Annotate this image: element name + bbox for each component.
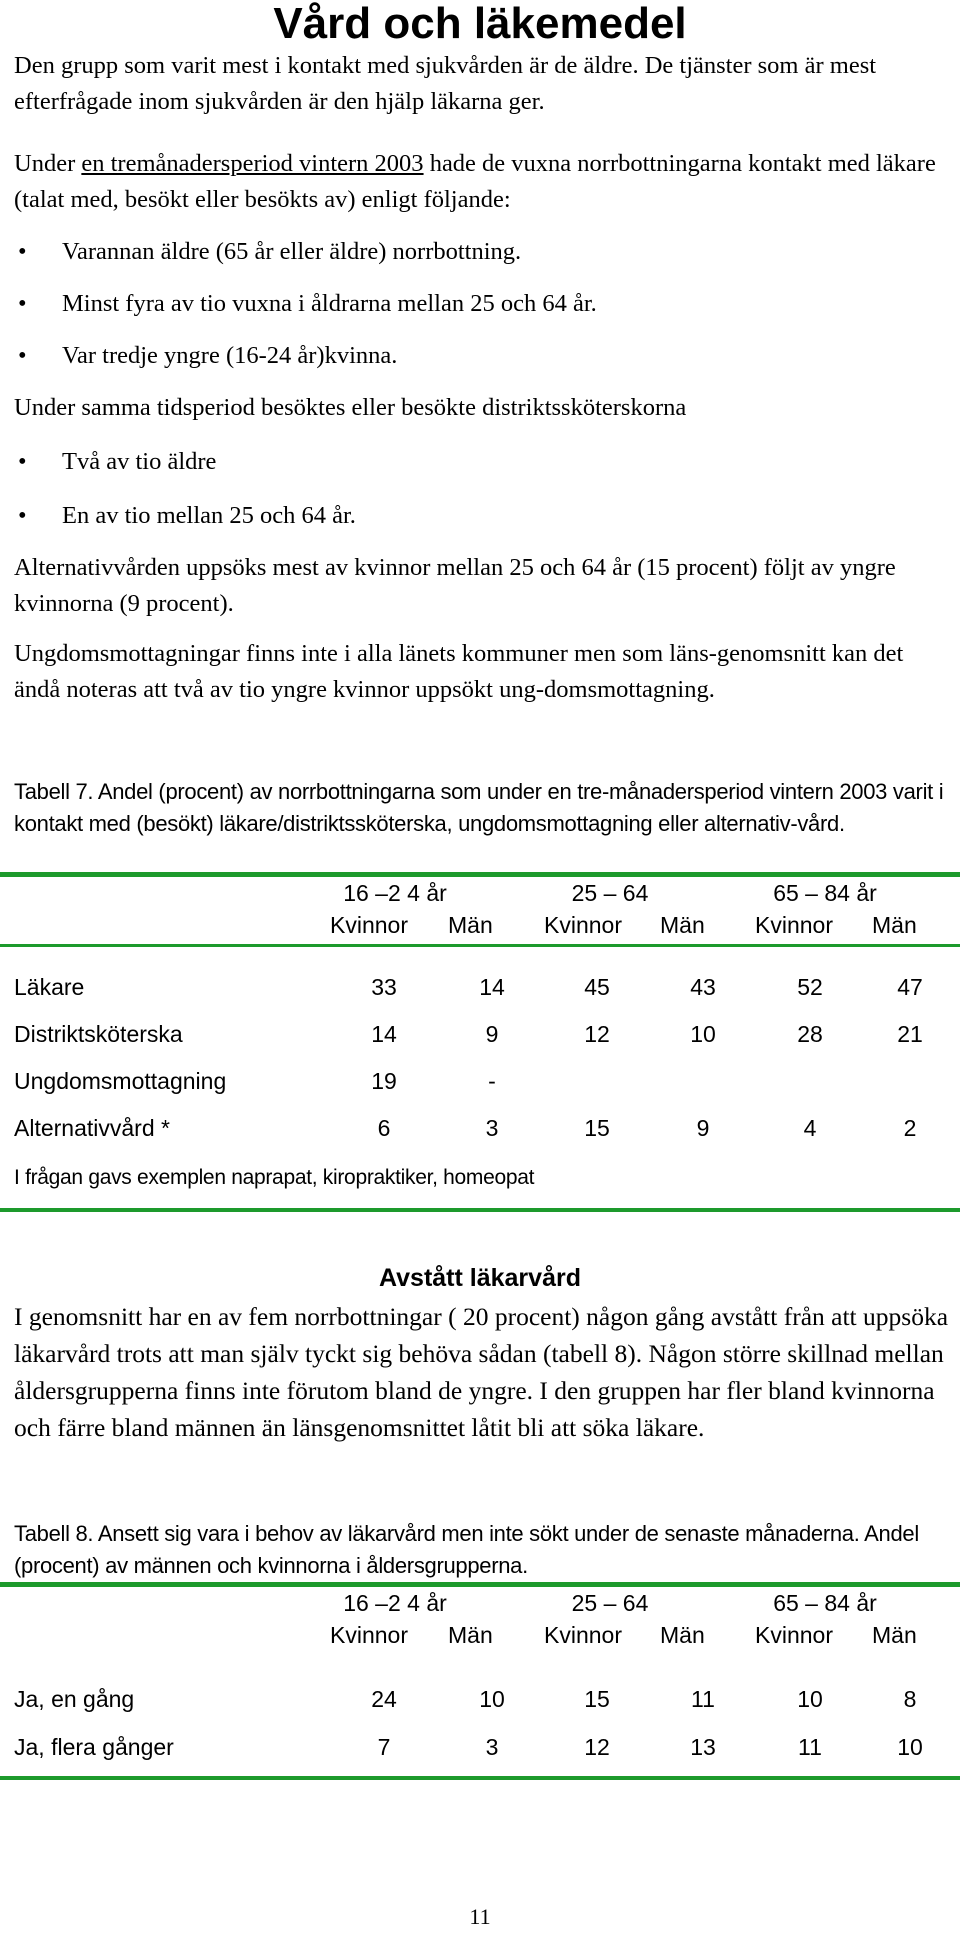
table-cell: - [488,1068,496,1094]
table-cell: 3 [485,1734,499,1760]
table-cell: 10 [690,1021,716,1047]
table8-subheader: Kvinnor [330,1622,408,1648]
contact-paragraph-pre: Under [14,150,82,177]
bullet-icon: • [18,342,27,369]
bullet-icon: • [18,290,27,317]
table7-subheader: Män [872,912,917,938]
table-cell: 9 [696,1115,710,1141]
table8-bottom-rule [0,1776,960,1780]
table-cell: 24 [371,1686,397,1712]
table7-group-header: 16 –2 4 år [343,880,447,906]
table-cell: 45 [584,974,610,1000]
bullet-icon: • [18,448,27,475]
table-cell: 6 [377,1115,391,1141]
list-item-text: Varannan äldre (65 år eller äldre) norrbottning. [62,238,522,265]
section-paragraph: I genomsnitt har en av fem norrbottningar ( 20 procent) någon gång avstått från att uppsöka läkarvård trots att man själv tyckt sig behöva sådan (tabell 8). Någon större skillnad mellan åldersgrupperna finns inte förutom bland de yngre. I den gruppen har fler bland kvinnorna och färre bland männen än länsgenomsnittet låtit bli att söka läkare. [14,1302,949,1442]
table-cell: 10 [479,1686,505,1712]
table-cell: 3 [485,1115,499,1141]
period-underlined: en tremånadersperiod vintern 2003 [81,150,424,177]
table-cell: 10 [897,1734,923,1760]
list-item-text: Två av tio äldre [62,448,217,475]
table-cell: 15 [584,1115,610,1141]
table-cell: 33 [371,974,397,1000]
table-cell: 8 [903,1686,917,1712]
table-cell: 28 [797,1021,823,1047]
table-cell: 13 [690,1734,716,1760]
table7-footnote: I frågan gavs exemplen naprapat, kiropraktiker, homeopat [14,1166,535,1189]
table7-group-header: 25 – 64 [571,880,649,906]
table8-top-rule [0,1582,960,1587]
table-cell: 9 [485,1021,499,1047]
table7-subheader: Kvinnor [755,912,833,938]
contact-paragraph [14,146,944,218]
alternative-care-paragraph: Alternativvården uppsöks mest av kvinnor mellan 25 och 64 år (15 procent) följt av yngre kvinnorna (9 procent). [14,554,896,617]
page-title: Vård och läkemedel [273,0,687,48]
table7-top-rule [0,872,960,877]
table8-subheader: Kvinnor [544,1622,622,1648]
table7-bottom-rule [0,1208,960,1212]
table-cell: 47 [897,974,923,1000]
table8-row-label: Ja, en gång [14,1686,135,1712]
table8-subheader: Män [872,1622,917,1648]
table7-group-header: 65 – 84 år [773,880,877,906]
table7-row-label: Ungdomsmottagning [14,1068,227,1094]
table8-row-label: Ja, flera gånger [14,1734,174,1760]
table-cell: 52 [797,974,823,1000]
table-cell: 4 [803,1115,817,1141]
table7-subheader: Män [448,912,493,938]
table7-row-label: Distriktsköterska [14,1021,183,1047]
youth-clinic-paragraph: Ungdomsmottagningar finns inte i alla länets kommuner men som läns-genomsnitt kan det ändå noteras att två av tio yngre kvinnor uppsökt ung-domsmottagning. [14,640,904,703]
table7-subheader: Män [660,912,705,938]
list-item-text: Var tredje yngre (16-24 år)kvinna. [62,342,398,369]
table7-subheader: Kvinnor [330,912,408,938]
table8-group-header: 65 – 84 år [773,1590,877,1616]
page-number: 11 [469,1904,491,1929]
contact-paragraph-post: hade de vuxna norrbottningarna kontakt med läkare (talat med, besökt eller besökts av) enligt följande: [14,150,936,213]
bullet-icon: • [18,238,27,265]
section-heading: Avstått läkarvård [379,1264,581,1292]
table-cell: 11 [798,1734,822,1760]
table8-subheader: Män [448,1622,493,1648]
nurse-paragraph: Under samma tidsperiod besöktes eller besökte distriktssköterskorna [14,394,687,421]
intro-paragraph: Den grupp som varit mest i kontakt med sjukvården är de äldre. De tjänster som är mest efterfrågade inom sjukvården är den hjälp läkarna ger. [14,52,877,115]
table8-group-header: 16 –2 4 år [343,1590,447,1616]
list-item-text: En av tio mellan 25 och 64 år. [62,502,356,529]
table7-row-label: Läkare [14,974,85,1000]
list-item-text: Minst fyra av tio vuxna i åldrarna mellan 25 och 64 år. [62,290,597,317]
table7-header-rule [0,944,960,947]
table-cell: 21 [897,1021,923,1047]
table8-caption: Tabell 8. Ansett sig vara i behov av läkarvård men inte sökt under de senaste månaderna. Andel (procent) av männen och kvinnorna i åldersgrupperna. [14,1521,919,1578]
table-cell: 19 [371,1068,397,1094]
table-cell: 12 [584,1734,610,1760]
table7-caption: Tabell 7. Andel (procent) av norrbottningarna som under en tre-månadersperiod vintern 2003 varit i kontakt med (besökt) läkare/distriktssköterska, ungdomsmottagning eller alternativ-vård. [14,779,944,836]
table-cell: 14 [479,974,505,1000]
table8-subheader: Kvinnor [755,1622,833,1648]
table-cell: 7 [377,1734,391,1760]
table-cell: 2 [903,1115,917,1141]
table7-subheader: Kvinnor [544,912,622,938]
table-cell: 43 [690,974,716,1000]
table8-subheader: Män [660,1622,705,1648]
table-cell: 10 [797,1686,823,1712]
bullet-icon: • [18,502,27,529]
table-cell: 14 [371,1021,397,1047]
table8-group-header: 25 – 64 [571,1590,649,1616]
table7-row-label: Alternativvård * [14,1115,170,1141]
table-cell: 11 [691,1686,715,1712]
table-cell: 15 [584,1686,610,1712]
table-cell: 12 [584,1021,610,1047]
